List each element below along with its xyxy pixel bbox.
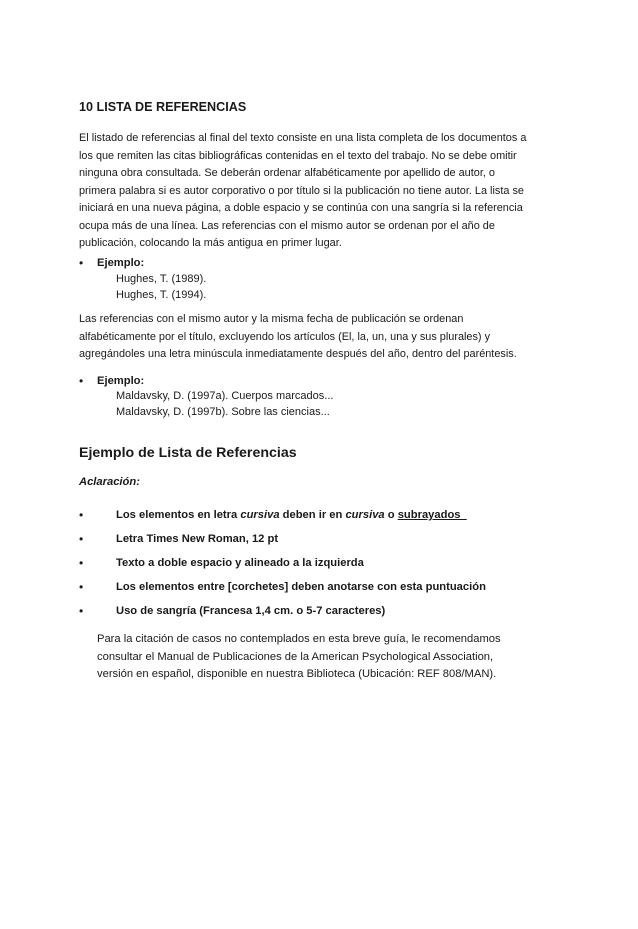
closing-line: consultar el Manual de Publicaciones de la American Psychological Association, [97, 650, 494, 663]
section-title: 10 LISTA DE REFERENCIAS [79, 100, 247, 114]
middle-line: alfabéticamente por el título, excluyendo los artículos (El, la, un, una y sus plurales) y [79, 330, 491, 343]
closing-line: versión en español, disponible en nuestra Biblioteca (Ubicación: REF 808/MAN). [97, 668, 497, 680]
bullet-icon: • [79, 556, 84, 570]
rule-text: o [384, 509, 398, 521]
closing-line: Para la citación de casos no contemplados en esta breve guía, le recomendamos [97, 633, 501, 645]
intro-line: ocupa más de una línea. Las referencias con el mismo autor se ordenan por el año de [79, 219, 495, 232]
bullet-icon: • [79, 374, 84, 388]
rule-text-italic: cursiva [240, 509, 280, 521]
example2-item: Maldavsky, D. (1997b). Sobre las ciencias... [116, 406, 330, 418]
intro-line: publicación, colocando la más antigua en primer lugar. [79, 237, 342, 249]
intro-line: El listado de referencias al final del texto consiste en una lista completa de los documentos a [79, 132, 527, 144]
example1-item: Hughes, T. (1989). [116, 273, 207, 285]
bullet-icon: • [79, 580, 84, 594]
example1-item: Hughes, T. (1994). [116, 289, 207, 301]
middle-line: agregándoles una letra minúscula inmediatamente después del año, dentro del paréntesis. [79, 348, 517, 360]
rule-text-underlined: subrayados [397, 509, 467, 521]
example2-label: Ejemplo: [97, 375, 145, 387]
bullet-icon: • [79, 508, 84, 522]
rule-item-font: Letra Times New Roman, 12 pt [116, 533, 279, 545]
middle-paragraph [79, 311, 517, 364]
bullet-icon: • [79, 532, 84, 546]
intro-paragraph [79, 130, 526, 253]
rule-item-spacing: Texto a doble espacio y alineado a la izquierda [116, 557, 364, 569]
bullet-icon: • [79, 604, 84, 618]
example2-item: Maldavsky, D. (1997a). Cuerpos marcados... [116, 390, 334, 402]
list-title: Ejemplo de Lista de Referencias [79, 445, 297, 461]
rule-item-indent: Uso de sangría (Francesa 1,4 cm. o 5-7 caracteres) [116, 605, 386, 617]
aclaracion-label: Aclaración: [79, 476, 140, 488]
intro-line: los que remiten las citas bibliográficas contenidas en el texto del trabajo. No se debe omitir [79, 149, 517, 162]
rule-text: deben ir en [279, 509, 346, 521]
rule-text: Los elementos en letra [116, 509, 241, 521]
middle-line: Las referencias con el mismo autor y la misma fecha de publicación se ordenan [79, 313, 464, 325]
intro-line: ninguna obra consultada. Se deberán ordenar alfabéticamente por apellido de autor, o [79, 167, 495, 179]
example1-label: Ejemplo: [97, 257, 145, 269]
rule-item-brackets: Los elementos entre [corchetes] deben anotarse con esta puntuación [116, 581, 486, 593]
bullet-icon: • [79, 256, 84, 270]
rule-item-cursiva [116, 507, 467, 524]
intro-line: primera palabra si es autor corporativo o por título si la publicación no tiene autor. La lista se [79, 184, 524, 197]
closing-paragraph [97, 631, 501, 684]
rule-text-italic: cursiva [345, 509, 385, 521]
intro-line: iniciará en una nueva página, a doble espacio y se continúa con una sangría si la referencia [79, 202, 523, 214]
